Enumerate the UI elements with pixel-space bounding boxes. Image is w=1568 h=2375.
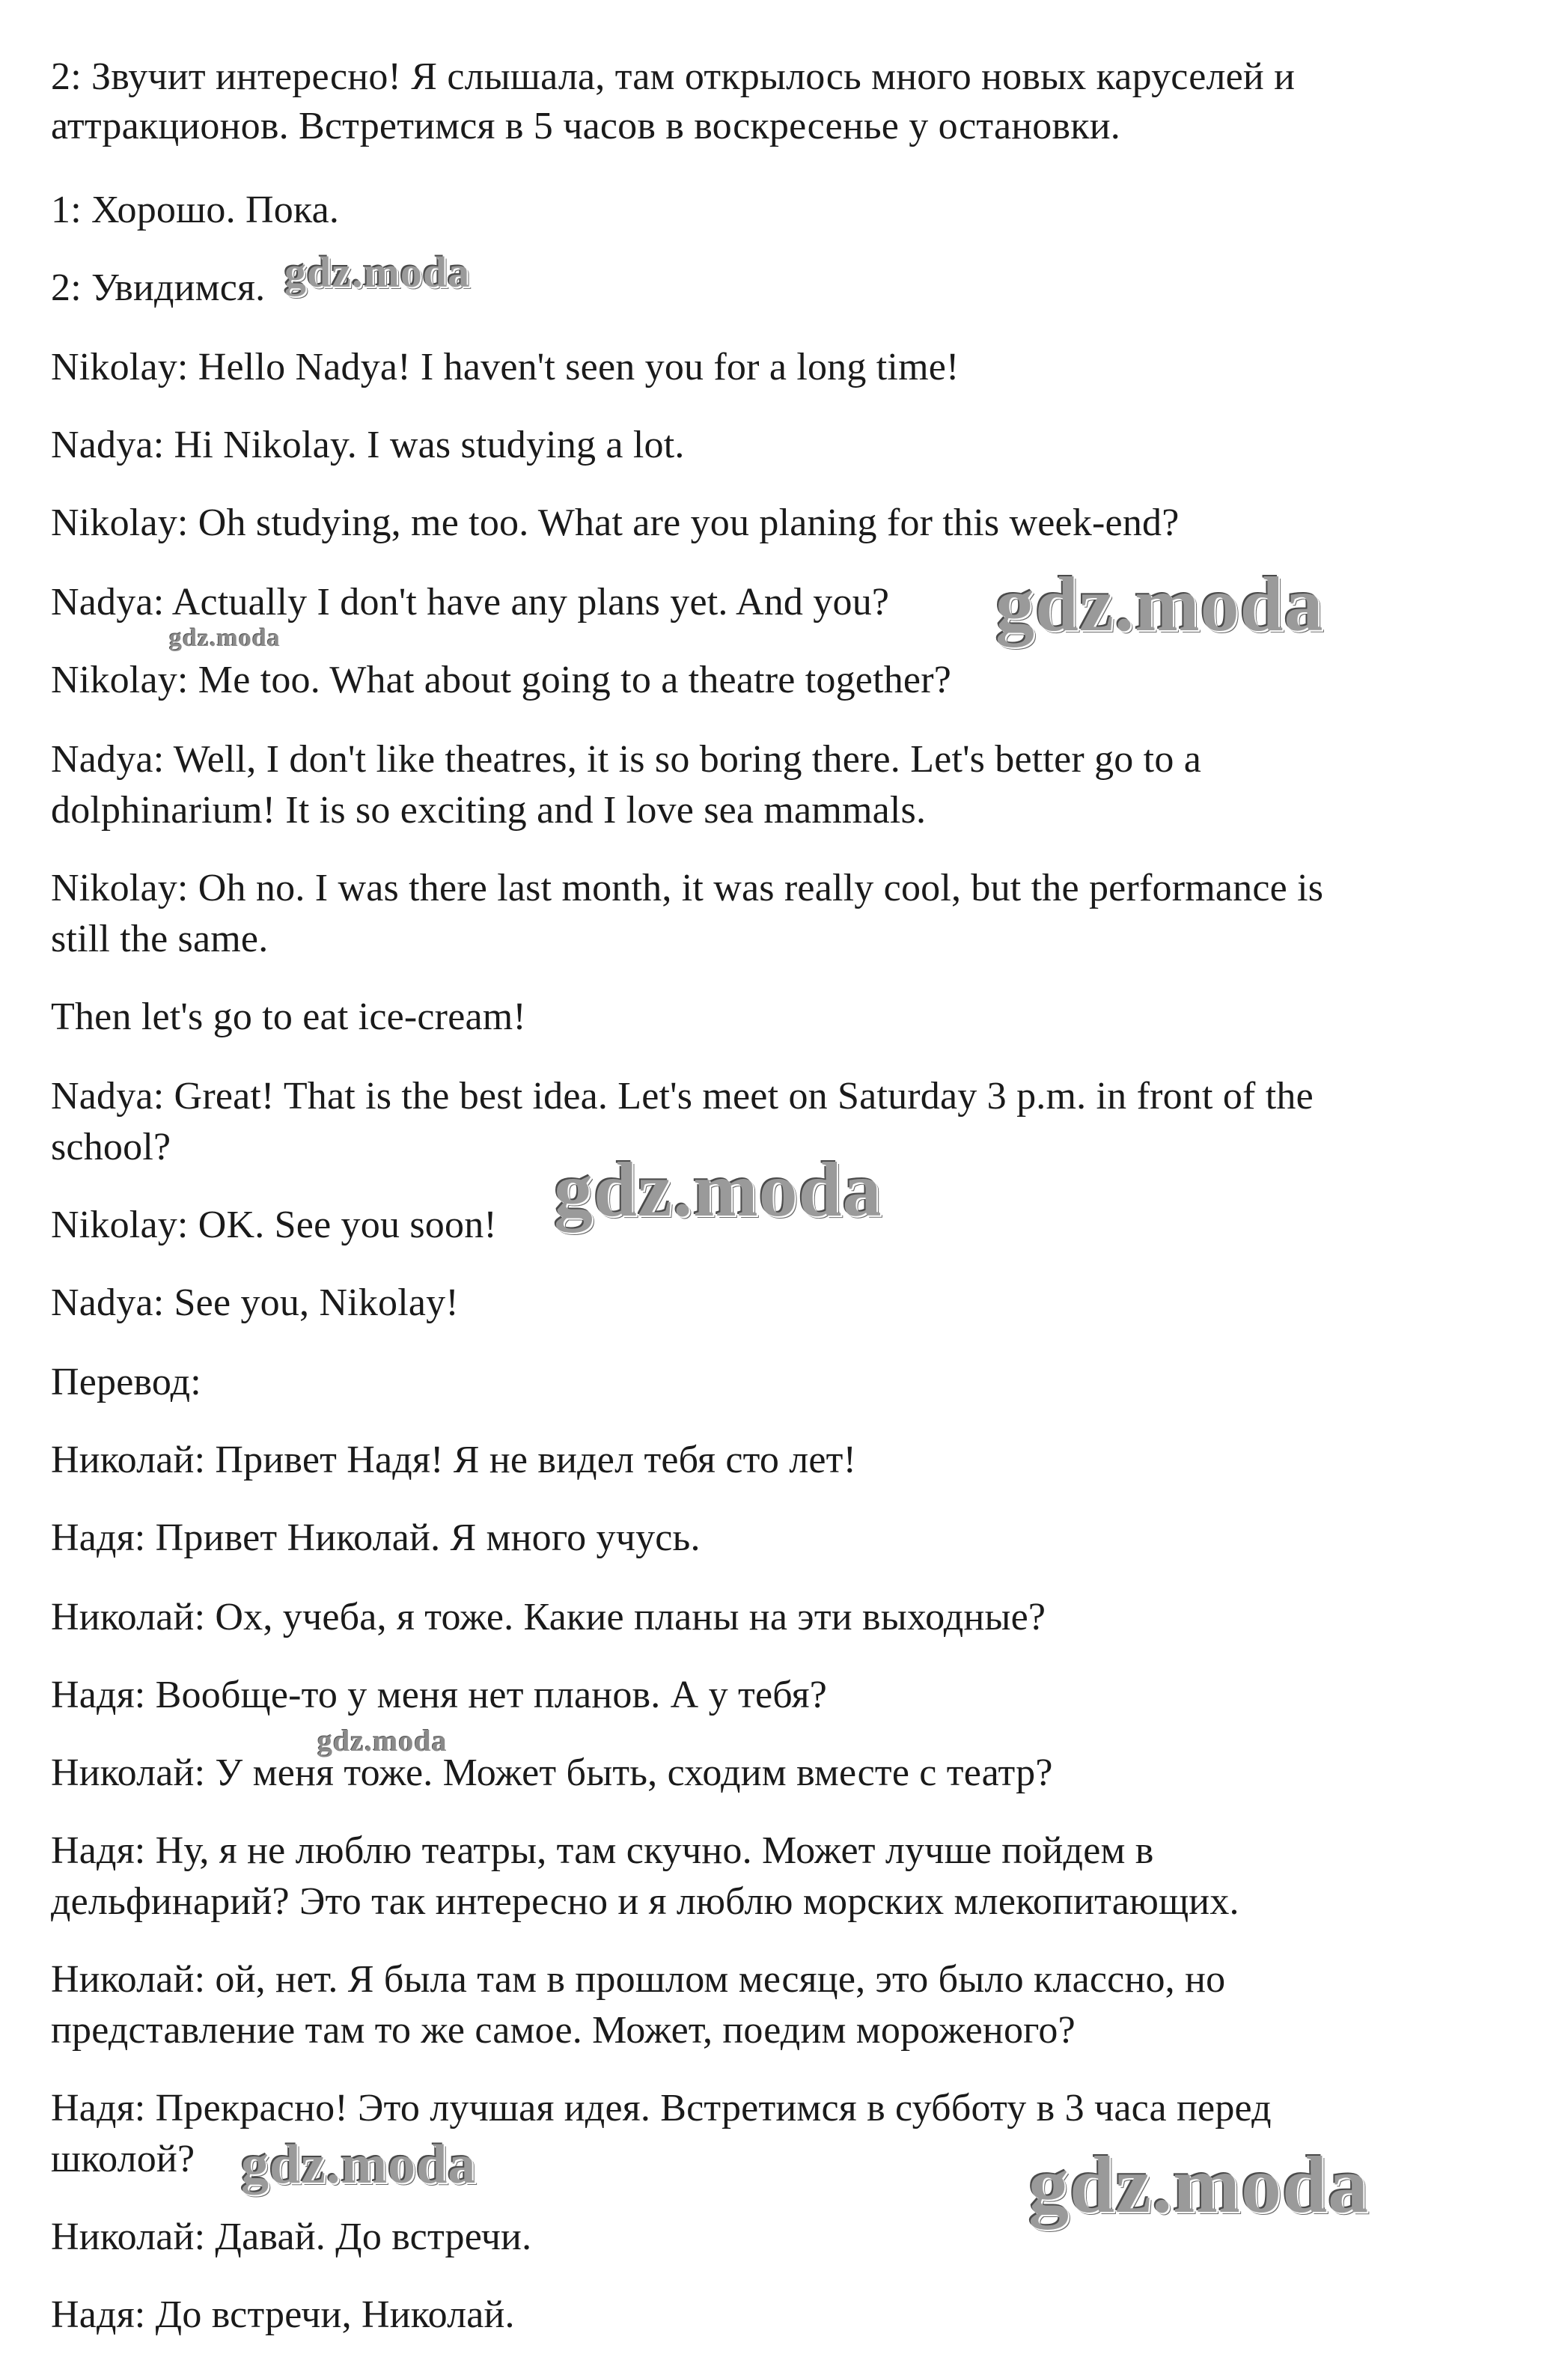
text-line: Nadya: Hi Nikolay. I was studying a lot.	[51, 424, 685, 466]
watermark: gdz.moda	[241, 2134, 477, 2195]
text-line: Nikolay: Me too. What about going to a theatre together?	[51, 659, 952, 701]
text-line: аттракционов. Встретимся в 5 часов в воскресенье у остановки.	[51, 105, 1120, 147]
watermark: gdz.moda	[1028, 2141, 1370, 2230]
text-line: Nadya: Actually I don't have any plans yet. And you?	[51, 581, 890, 624]
text-line: Надя: До встречи, Николай.	[51, 2293, 515, 2336]
text-line: Nikolay: Oh studying, me too. What are you planing for this week-end?	[51, 501, 1180, 544]
watermark: gdz.moda	[317, 1724, 448, 1757]
text-line: Nikolay: OK. See you soon!	[51, 1204, 497, 1246]
text-line: dolphinarium! It is so exciting and I love sea mammals.	[51, 789, 927, 832]
text-line: Николай: У меня тоже. Может быть, сходим вместе с театр?	[51, 1751, 1053, 1794]
text-line: Then let's go to eat ice-cream!	[51, 996, 526, 1038]
text-line: still the same.	[51, 918, 269, 960]
text-line: Николай: Давай. До встречи.	[51, 2216, 532, 2258]
text-line: Николай: ой, нет. Я была там в прошлом месяце, это было классно, но	[51, 1958, 1226, 2001]
text-line: Nikolay: Hello Nadya! I haven't seen you for a long time!	[51, 346, 960, 388]
text-line: представление там то же самое. Может, поедим мороженого?	[51, 2009, 1076, 2052]
text-line: Николай: Ох, учеба, я тоже. Какие планы на эти выходные?	[51, 1596, 1046, 1638]
text-line: Надя: Вообще-то у меня нет планов. А у тебя?	[51, 1674, 827, 1716]
text-line: Надя: Прекрасно! Это лучшая идея. Встретимся в субботу в 3 часа перед	[51, 2087, 1272, 2129]
text-line: 1: Хорошо. Пока.	[51, 189, 340, 231]
text-line: Перевод:	[51, 1361, 201, 1403]
text-line: дельфинарий? Это так интересно и я люблю морских млекопитающих.	[51, 1880, 1239, 1923]
watermark: gdz.moda	[284, 248, 471, 296]
watermark: gdz.moda	[169, 624, 281, 652]
text-line: Надя: Привет Николай. Я много учусь.	[51, 1516, 701, 1559]
watermark: gdz.moda	[554, 1147, 882, 1233]
text-line: school?	[51, 1126, 171, 1168]
text-line: Николай: Привет Надя! Я не видел тебя сто лет!	[51, 1439, 857, 1481]
text-line: школой?	[51, 2138, 195, 2180]
text-line: Nadya: See you, Nikolay!	[51, 1281, 459, 1324]
text-line: Nadya: Well, I don't like theatres, it is so boring there. Let's better go to a	[51, 738, 1202, 781]
text-line: 2: Звучит интересно! Я слышала, там открылось много новых каруселей и	[51, 55, 1296, 98]
text-line: 2: Увидимся.	[51, 266, 266, 309]
watermark: gdz.moda	[995, 561, 1324, 647]
text-line: Надя: Ну, я не люблю театры, там скучно. Может лучше пойдем в	[51, 1829, 1154, 1872]
text-line: Nadya: Great! That is the best idea. Let's meet on Saturday 3 p.m. in front of the	[51, 1075, 1314, 1118]
text-line: Nikolay: Oh no. I was there last month, it was really cool, but the performance is	[51, 867, 1324, 909]
